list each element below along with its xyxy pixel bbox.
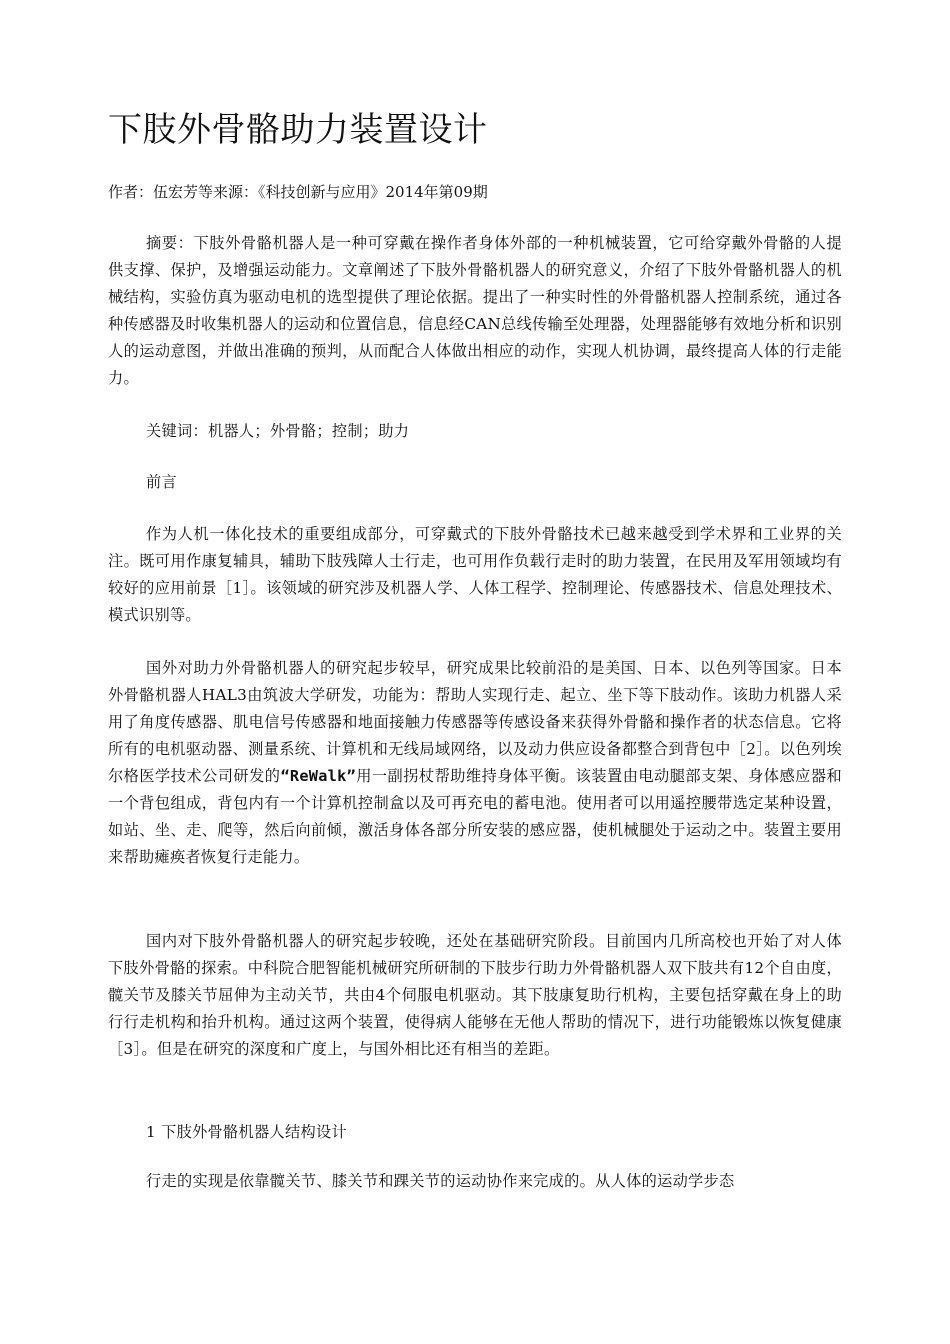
- article-title: 下肢外骨骼助力装置设计: [108, 110, 488, 150]
- intro-paragraph: 作为人机一体化技术的重要组成部分，可穿戴式的下肢外骨骼技术已越来越受到学术界和工业界的关注。既可用作康复辅具，辅助下肢残障人士行走，也可用作负载行走时的助力装置，在民用及军用领域均有较好的应用前景［1］。该领域的研究涉及机器人学、人体工程学、控制理论、传感器技术、信息处理技术、模式识别等。: [108, 525, 842, 624]
- foreign-research-paragraph: [108, 655, 842, 871]
- author-source-line: 作者：伍宏芳等来源：《科技创新与应用》2014年第09期: [108, 183, 488, 201]
- section-1-paragraph: 行走的实现是依靠髋关节、膝关节和踝关节的运动协作来完成的。从人体的运动学步态: [146, 1172, 735, 1190]
- abstract-paragraph: 摘要：下肢外骨骼机器人是一种可穿戴在操作者身体外部的一种机械装置，它可给穿戴外骨骼的人提供支撑、保护，及增强运动能力。文章阐述了下肢外骨骼机器人的研究意义，介绍了下肢外骨骼机器人的机械结构，实验仿真为驱动电机的选型提供了理论依据。提出了一种实时性的外骨骼机器人控制系统，通过各种传感器及时收集机器人的运动和位置信息，信息经CAN总线传输至处理器，处理器能够有效地分析和识别人的运动意图，并做出准确的预判，从而配合人体做出相应的动作，实现人机协调，最终提高人体的行走能力。: [108, 234, 842, 387]
- preface-heading: 前言: [146, 473, 177, 491]
- rewalk-term: “ReWalk”: [280, 767, 357, 785]
- foreign-research-text-b: 用一副拐杖帮助维持身体平衡。该装置由电动腿部支架、身体感应器和一个背包组成，背包内有一个计算机控制盒以及可再充电的蓄电池。使用者可以用遥控腰带选定某种设置，如站、坐、走、爬等，然后向前倾，激活身体各部分所安装的感应器，使机械腿处于运动之中。装置主要用来帮助瘫痪者恢复行走能力。: [108, 767, 842, 866]
- foreign-research-text-a: 国外对助力外骨骼机器人的研究起步较早，研究成果比较前沿的是美国、日本、以色列等国家。日本外骨骼机器人HAL3由筑波大学研发，功能为：帮助人实现行走、起立、坐下等下肢动作。该助力机器人采用了角度传感器、肌电信号传感器和地面接触力传感器等传感设备来获得外骨骼和操作者的状态信息。它将所有的电机驱动器、测量系统、计算机和无线局域网络，以及动力供应设备都整合到背包中［2］。以色列埃尔格医学技术公司研发的: [108, 659, 842, 785]
- keywords-line: 关键词：机器人；外骨骼；控制；助力: [146, 422, 410, 440]
- domestic-research-paragraph: 国内对下肢外骨骼机器人的研究起步较晚，还处在基础研究阶段。目前国内几所高校也开始了对人体下肢外骨骼的探索。中科院合肥智能机械研究所研制的下肢步行助力外骨骼机器人双下肢共有12个自由度，髋关节及膝关节屈伸为主动关节，共由4个伺服电机驱动。其下肢康复助行机构，主要包括穿戴在身上的助行行走机构和抬升机构。通过这两个装置，使得病人能够在无他人帮助的情况下，进行功能锻炼以恢复健康［3］。但是在研究的深度和广度上，与国外相比还有相当的差距。: [108, 932, 842, 1058]
- section-1-heading: 1 下肢外骨骼机器人结构设计: [146, 1123, 347, 1141]
